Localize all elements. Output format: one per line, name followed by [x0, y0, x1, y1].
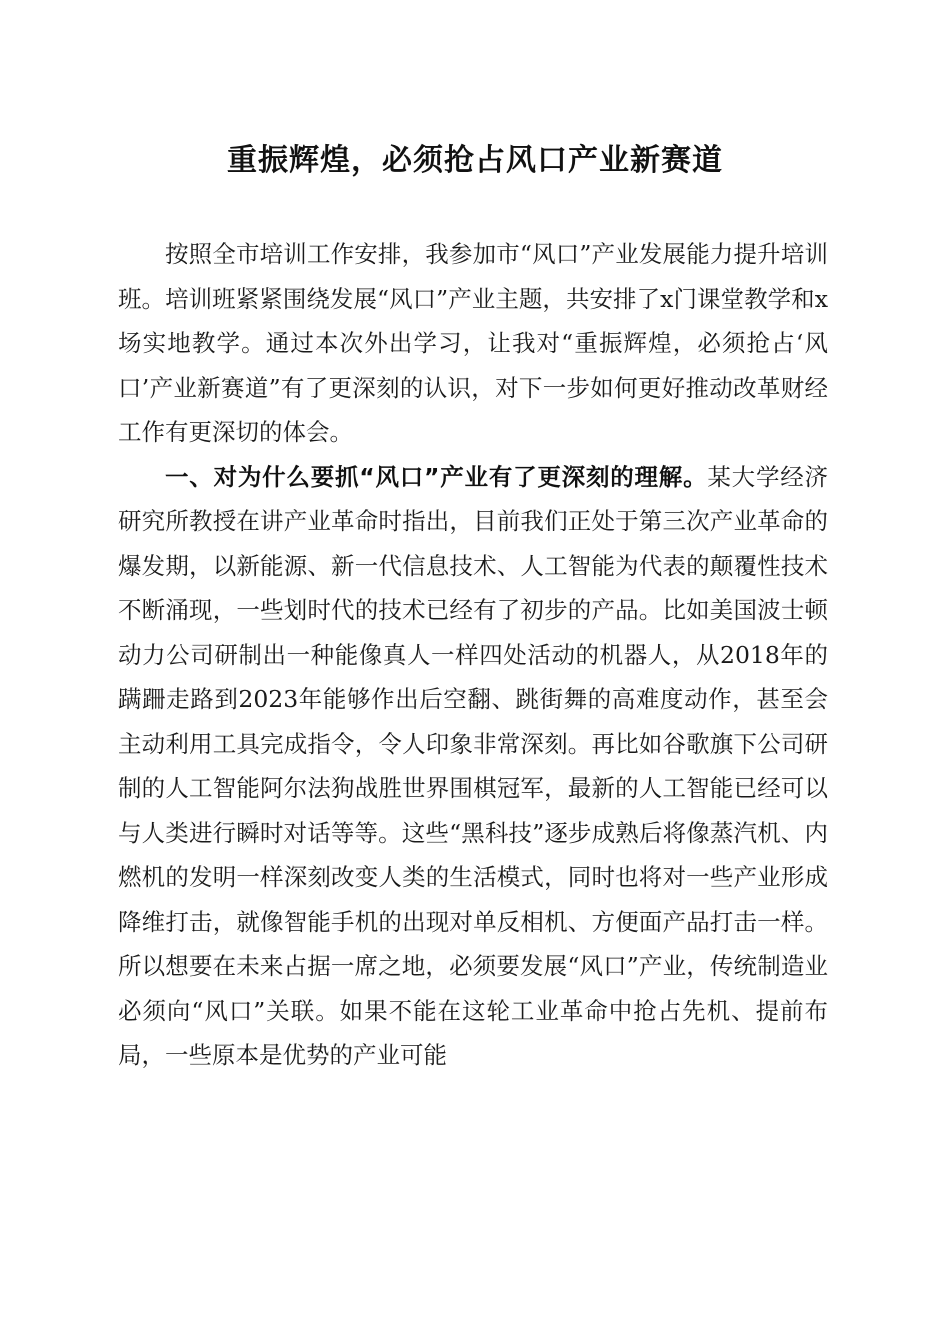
document-body [118, 232, 828, 1078]
document-title: 重振辉煌，必须抢占风口产业新赛道 [227, 143, 723, 178]
section-1-paragraph [118, 455, 828, 1078]
section-1-heading: 一、对为什么要抓“风口”产业有了更深刻的理解。 [165, 462, 708, 491]
intro-paragraph: 按照全市培训工作安排，我参加市“风口”产业发展能力提升培训班。培训班紧紧围绕发展“风口”产业主题，共安排了x门课堂教学和x场实地教学。通过本次外出学习，让我对“重振辉煌，必须抢占‘风口’产业新赛道”有了更深刻的认识，对下一步如何更好推动改革财经工作有更深切的体会。 [118, 240, 828, 446]
section-1-body: 某大学经济研究所教授在讲产业革命时指出，目前我们正处于第三次产业革命的爆发期，以新能源、新一代信息技术、人工智能为代表的颠覆性技术不断涌现，一些划时代的技术已经有了初步的产品。比如美国波士顿动力公司研制出一种能像真人一样四处活动的机器人，从2018年的蹒跚走路到2023年能够作出后空翻、跳街舞的高难度动作，甚至会主动利用工具完成指令，令人印象非常深刻。再比如谷歌旗下公司研制的人工智能阿尔法狗战胜世界围棋冠军，最新的人工智能已经可以与人类进行瞬时对话等等。这些“黑科技”逐步成熟后将像蒸汽机、内燃机的发明一样深刻改变人类的生活模式，同时也将对一些产业形成降维打击，就像智能手机的出现对单反相机、方便面产品打击一样。所以想要在未来占据一席之地，必须要发展“风口”产业，传统制造业必须向“风口”关联。如果不能在这轮工业革命中抢占先机、提前布局，一些原本是优势的产业可能 [118, 462, 829, 1069]
